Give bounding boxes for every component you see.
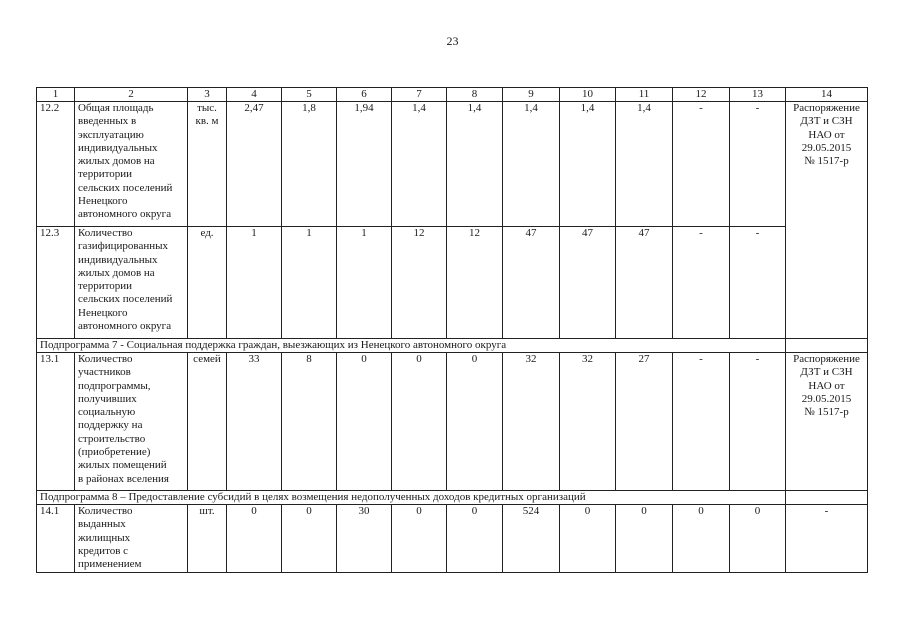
description-line: индивидуальных (78, 141, 158, 154)
source-reference (786, 102, 868, 339)
unit-line: шт. (199, 505, 215, 517)
header-cell: 4 (227, 88, 282, 102)
header-cell: 14 (786, 88, 868, 102)
table-row (37, 353, 868, 491)
description-line: индивидуальных (78, 253, 158, 266)
description-line: жилых помещений (78, 459, 167, 472)
header-cell: 6 (337, 88, 392, 102)
subprogram-row (37, 491, 868, 505)
header-cell: 7 (392, 88, 447, 102)
reference-line: № 1517-р (804, 155, 849, 168)
header-cell: 8 (447, 88, 503, 102)
row-description (75, 353, 188, 491)
header-cell: 13 (730, 88, 786, 102)
value-cell: 12 (392, 227, 447, 339)
description-line: жилых домов на (78, 266, 155, 279)
description-line: кредитов с (78, 544, 129, 557)
header-cell: 3 (188, 88, 227, 102)
value-cell: 2,47 (227, 102, 282, 227)
empty-cell (786, 339, 868, 353)
description-line: (приобретение) (78, 446, 151, 459)
description-line: территории (78, 280, 133, 293)
value-cell: 0 (560, 505, 616, 573)
header-cell: 12 (673, 88, 730, 102)
description-line: жилых домов на (78, 155, 155, 168)
unit-line: тыс. (197, 102, 217, 114)
description-line: введенных в (78, 115, 137, 128)
value-cell: 27 (616, 353, 673, 491)
reference-line: - (824, 505, 829, 517)
value-cell: 0 (282, 505, 337, 573)
description-line: в районах вселения (78, 472, 169, 485)
description-line: жилищных (78, 531, 131, 544)
description-line: Количество (78, 505, 133, 517)
description-line: Количество (78, 227, 133, 239)
value-cell: 0 (447, 505, 503, 573)
value-cell: 32 (503, 353, 560, 491)
description-line: Ненецкого (78, 195, 128, 208)
value-cell: 1,8 (282, 102, 337, 227)
unit-line: семей (193, 353, 221, 365)
row-unit (188, 102, 227, 227)
value-cell: 32 (560, 353, 616, 491)
description-line: эксплуатацию (78, 128, 144, 141)
reference-line: Распоряжение (793, 102, 860, 114)
description-line: выданных (78, 518, 126, 531)
description-line: подпрограммы, (78, 379, 151, 392)
value-cell: - (730, 102, 786, 227)
value-cell: 30 (337, 505, 392, 573)
unit-line: ед. (200, 227, 214, 239)
value-cell: 0 (392, 505, 447, 573)
table-row (37, 102, 868, 227)
value-cell: 12 (447, 227, 503, 339)
reference-line: ДЗТ и СЗН (800, 366, 853, 379)
value-cell: 8 (282, 353, 337, 491)
table-row (37, 505, 868, 573)
row-description (75, 102, 188, 227)
source-reference (786, 353, 868, 491)
description-line: сельских поселений (78, 181, 173, 194)
description-line: поддержку на (78, 419, 143, 432)
row-unit (188, 227, 227, 339)
description-line: автономного округа (78, 208, 172, 221)
description-line: применением (78, 558, 142, 571)
value-cell: 0 (337, 353, 392, 491)
page-number: 23 (446, 34, 459, 48)
header-cell: 1 (37, 88, 75, 102)
row-index: 13.1 (37, 353, 75, 491)
subprogram-title: Подпрограмма 8 – Предоставление субсидий в целях возмещения недополученных доходов кредитных организаций (37, 491, 786, 505)
value-cell: 1,4 (560, 102, 616, 227)
value-cell: 33 (227, 353, 282, 491)
value-cell: 47 (560, 227, 616, 339)
table-header-row (37, 88, 868, 102)
value-cell: 1 (227, 227, 282, 339)
description-line: получивших (78, 392, 137, 405)
value-cell: 1,4 (616, 102, 673, 227)
value-cell: 1,94 (337, 102, 392, 227)
reference-line: ДЗТ и СЗН (800, 115, 853, 128)
value-cell: - (673, 227, 730, 339)
row-description (75, 505, 188, 573)
reference-line: 29.05.2015 (801, 392, 852, 405)
subprogram-row (37, 339, 868, 353)
row-index: 12.3 (37, 227, 75, 339)
description-line: участников (78, 366, 131, 379)
value-cell: 0 (392, 353, 447, 491)
row-index: 12.2 (37, 102, 75, 227)
description-line: сельских поселений (78, 293, 173, 306)
value-cell: 1 (337, 227, 392, 339)
value-cell: - (730, 353, 786, 491)
subprogram-title: Подпрограмма 7 - Социальная поддержка граждан, выезжающих из Ненецкого автономного округа (37, 339, 786, 353)
value-cell: 0 (616, 505, 673, 573)
description-line: Общая площадь (78, 102, 154, 114)
value-cell: - (730, 227, 786, 339)
description-line: автономного округа (78, 320, 172, 333)
value-cell: 1,4 (447, 102, 503, 227)
description-line: газифицированных (78, 240, 169, 253)
reference-line: Распоряжение (793, 353, 860, 365)
description-line: Количество (78, 353, 133, 365)
value-cell: 1,4 (392, 102, 447, 227)
indicators-table (36, 87, 868, 573)
row-description (75, 227, 188, 339)
reference-line: № 1517-р (804, 406, 849, 419)
value-cell: 1 (282, 227, 337, 339)
header-cell: 10 (560, 88, 616, 102)
value-cell: 0 (447, 353, 503, 491)
reference-line: 29.05.2015 (801, 141, 852, 154)
header-cell: 11 (616, 88, 673, 102)
reference-line: НАО от (808, 379, 845, 392)
header-cell: 2 (75, 88, 188, 102)
value-cell: 47 (616, 227, 673, 339)
description-line: социальную (78, 406, 136, 419)
unit-line: кв. м (195, 115, 219, 128)
reference-line: НАО от (808, 128, 845, 141)
value-cell: 0 (227, 505, 282, 573)
row-unit (188, 353, 227, 491)
description-line: Ненецкого (78, 306, 128, 319)
source-reference (786, 505, 868, 573)
description-line: территории (78, 168, 133, 181)
header-cell: 5 (282, 88, 337, 102)
value-cell: 1,4 (503, 102, 560, 227)
table-row (37, 227, 868, 339)
value-cell: - (673, 102, 730, 227)
value-cell: 47 (503, 227, 560, 339)
value-cell: 524 (503, 505, 560, 573)
row-index: 14.1 (37, 505, 75, 573)
value-cell: - (673, 353, 730, 491)
row-unit (188, 505, 227, 573)
value-cell: 0 (730, 505, 786, 573)
header-cell: 9 (503, 88, 560, 102)
value-cell: 0 (673, 505, 730, 573)
description-line: строительство (78, 432, 146, 445)
empty-cell (786, 491, 868, 505)
